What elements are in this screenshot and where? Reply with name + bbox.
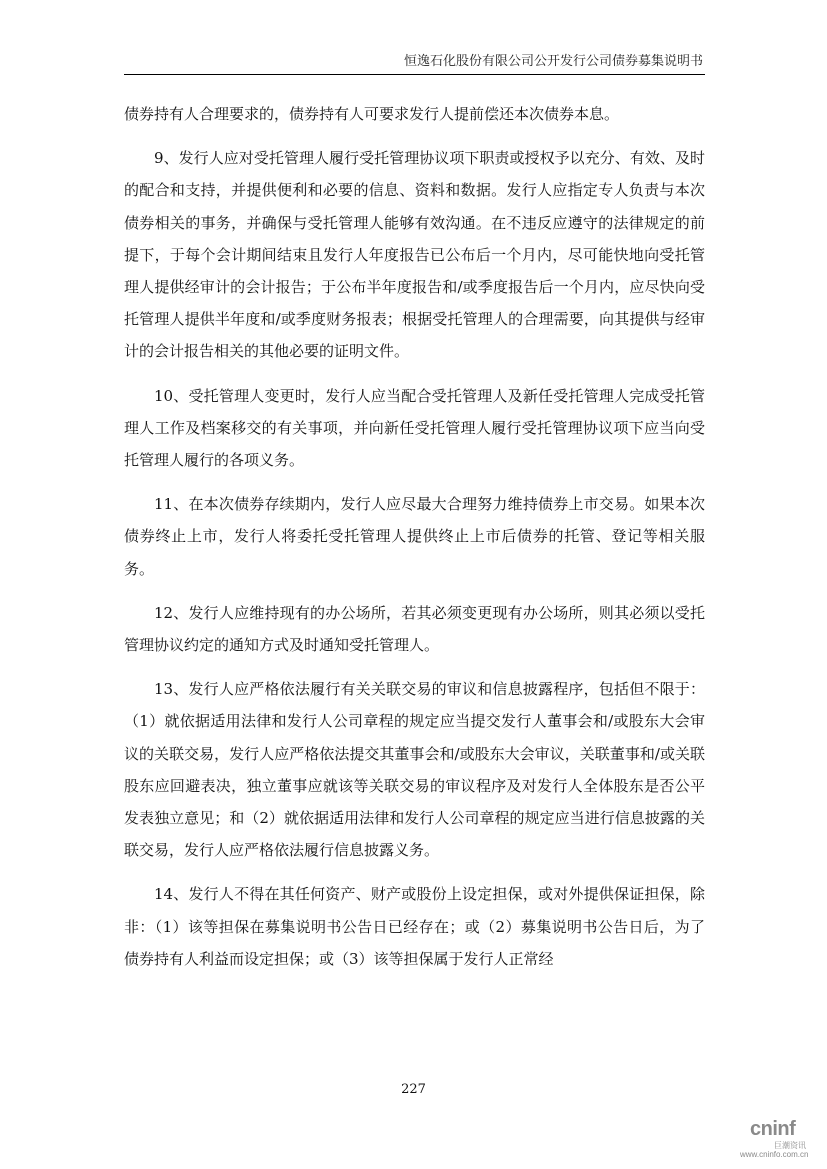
logo-url: www.cninfo.com.cn [740, 1150, 809, 1159]
header-divider [124, 74, 705, 75]
paragraph-item-12: 12、发行人应维持现有的办公场所，若其必须变更现有办公场所，则其必须以受托管理协议约定的通知方式及时通知受托管理人。 [124, 603, 705, 655]
paragraph-item-14: 14、发行人不得在其任何资产、财产或股份上设定担保，或对外提供保证担保，除非：（1）该等担保在募集说明书公告日已经存在；或（2）募集说明书公告日后，为了债券持有人利益而设定担保；或（3）该等担保属于发行人正常经 [124, 885, 705, 968]
paragraph-item-11: 11、在本次债券存续期内，发行人应尽最大合理努力维持债券上市交易。如果本次债券终止上市，发行人将委托受托管理人提供终止上市后债券的托管、登记等相关服务。 [124, 495, 705, 578]
logo-wordmark: cninf [750, 1118, 796, 1140]
document-header: 恒逸石化股份有限公司公开发行公司债券募集说明书 [403, 54, 703, 69]
cninfo-logo [740, 1118, 822, 1162]
paragraph-item-10: 10、受托管理人变更时，发行人应当配合受托管理人及新任受托管理人完成受托管理人工作及档案移交的有关事项，并向新任受托管理人履行受托管理协议项下应当向受托管理人履行的各项义务。 [124, 386, 705, 470]
logo-subtext: 巨潮资讯 [774, 1141, 806, 1150]
paragraph-item-13: 13、发行人应严格依法履行有关关联交易的审议和信息披露程序，包括但不限于：（1）就依据适用法律和发行人公司章程的规定应当提交发行人董事会和/或股东大会审议的关联交易，发行人应严格依法提交其董事会和/或股东大会审议，关联董事和/或关联股东应回避表决，独立董事应就该等关联交易的审议程序及对发行人全体股东是否公平发表独立意见；和（2）就依据适用法律和发行人公司章程的规定应当进行信息披露的关联交易，发行人应严格依法履行信息披露义务。 [124, 680, 705, 860]
page-body [124, 98, 705, 987]
paragraph-continuation: 债券持有人合理要求的，债券持有人可要求发行人提前偿还本次债券本息。 [124, 105, 620, 123]
page-number: 227 [401, 1082, 426, 1097]
paragraph-item-9: 9、发行人应对受托管理人履行受托管理协议项下职责或授权予以充分、有效、及时的配合和支持，并提供便利和必要的信息、资料和数据。发行人应指定专人负责与本次债券相关的事务，并确保与受托管理人能够有效沟通。在不违反应遵守的法律规定的前提下，于每个会计期间结束且发行人年度报告已公布后一个月内，尽可能快地向受托管理人提供经审计的会计报告；于公布半年度报告和/或季度报告后一个月内，应尽快向受托管理人提供半年度和/或季度财务报表；根据受托管理人的合理需要，向其提供与经审计的会计报告相关的其他必要的证明文件。 [124, 149, 705, 361]
